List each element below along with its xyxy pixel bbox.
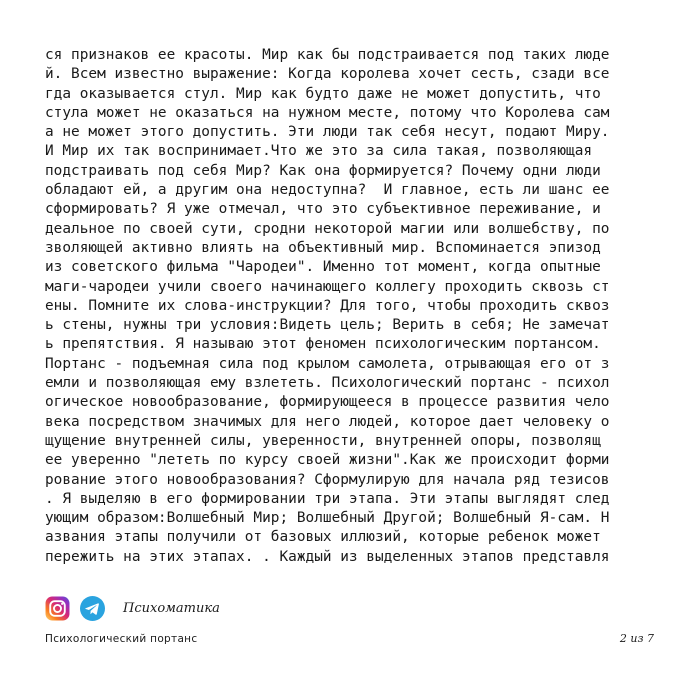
text-line: сформировать? Я уже отмечал, что это субъективное переживание, и	[45, 201, 601, 218]
brand-bar	[45, 594, 220, 622]
page-number: 2 из 7	[619, 632, 654, 645]
instagram-icon[interactable]	[45, 596, 70, 621]
document-title: Психологический портанс	[45, 633, 198, 645]
text-line: ующим образом:Волшебный Мир; Волшебный Другой; Волшебный Я-сам. Н	[45, 510, 610, 527]
text-line: из советского фильма "Чародеи". Именно тот момент, когда опытные	[45, 259, 601, 276]
text-line: И Мир их так воспринимает.Что же это за сила такая, позволяющая	[45, 143, 593, 160]
text-line: маги-чародеи учили своего начинающего коллегу проходить сквозь ст	[45, 278, 610, 295]
text-line: века посредством значимых для него людей, которое дает человеку о	[45, 413, 610, 430]
text-line: пережить на этих этапах. . Каждый из выделенных этапов представля	[45, 548, 610, 565]
text-line: Портанс - подъемная сила под крылом самолета, отрывающая его от з	[45, 355, 610, 372]
text-line: зволяющей активно влиять на объективный мир. Вспоминается эпизод	[45, 239, 601, 256]
text-line: обладают ей, а другим она недоступна? И главное, есть ли шанс ее	[45, 182, 610, 199]
text-line: й. Всем известно выражение: Когда королева хочет сесть, сзади все	[45, 66, 610, 83]
text-line: ь препятствия. Я называю этот феномен психологическим портансом.	[45, 336, 601, 353]
text-line: . Я выделяю в его формировании три этапа. Эти этапы выглядят след	[45, 490, 610, 507]
telegram-icon[interactable]	[80, 596, 105, 621]
text-line: а не может этого допустить. Эти люди так себя несут, подают Миру.	[45, 124, 610, 141]
text-line: ее уверенно "лететь по курсу своей жизни".Как же происходит форми	[45, 452, 610, 469]
text-line: деальное по своей сути, сродни некоторой магии или волшебству, по	[45, 220, 610, 237]
text-line: подстраивать под себя Мир? Как она формируется? Почему одни люди	[45, 162, 601, 179]
text-line: азвания этапы получили от базовых иллюзий, которые ребенок может	[45, 529, 601, 546]
text-line: ены. Помните их слова-инструкции? Для того, чтобы проходить сквоз	[45, 297, 610, 314]
text-line: гда оказывается стул. Мир как будто даже не может допустить, что	[45, 85, 601, 102]
text-line: огическое новообразование, формирующееся в процессе развития чело	[45, 394, 610, 411]
brand-name: Психоматика	[123, 600, 220, 616]
text-line: рование этого новообразования? Сформулирую для начала ряд тезисов	[45, 471, 610, 488]
text-line: емли и позволяющая ему взлететь. Психологический портанс - психол	[45, 375, 610, 392]
text-line: ь стены, нужны три условия:Видеть цель; Верить в себя; Не замечат	[45, 317, 610, 334]
text-line: стула может не оказаться на нужном месте, потому что Королева сам	[45, 104, 610, 121]
text-line: ся признаков ее красоты. Мир как бы подстраивается под таких люде	[45, 47, 610, 63]
text-line: щущение внутренней силы, уверенности, внутренней опоры, позволящ	[45, 432, 601, 449]
body-text	[45, 46, 665, 567]
